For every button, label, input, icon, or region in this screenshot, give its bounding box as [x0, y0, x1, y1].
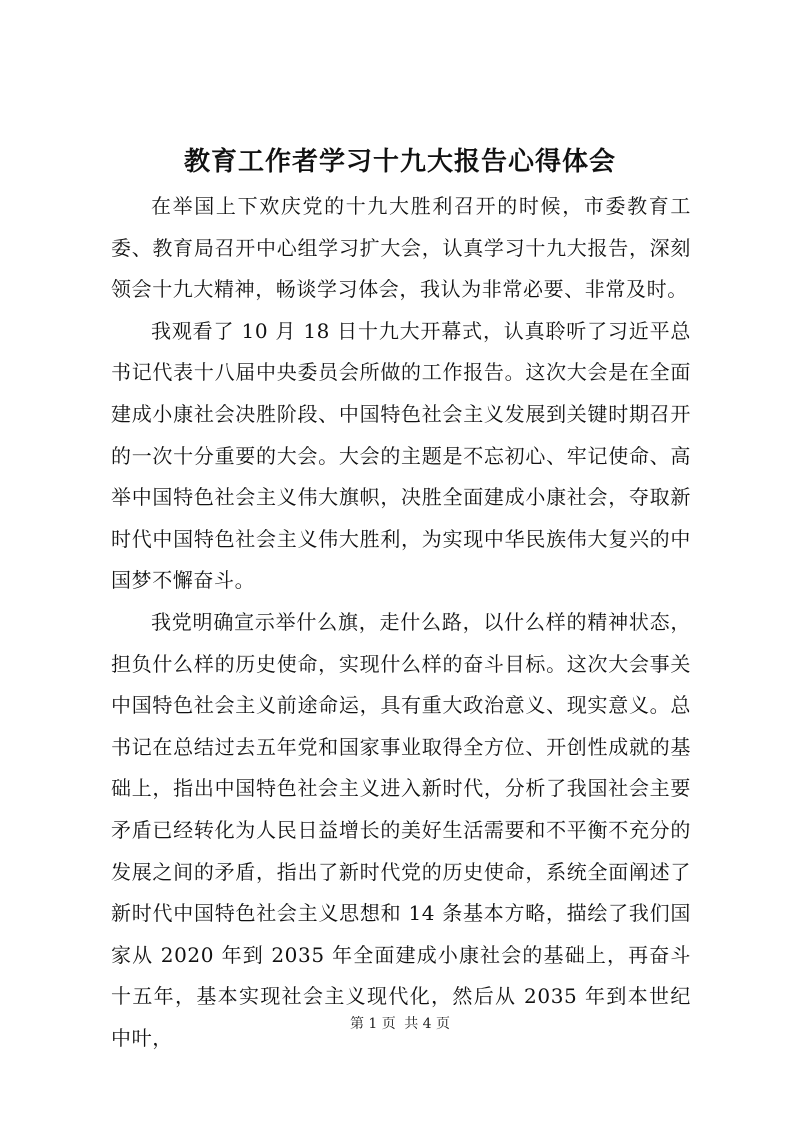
document-body [111, 186, 691, 1059]
paragraph-1: 在举国上下欢庆党的十九大胜利召开的时候，市委教育工委、教育局召开中心组学习扩大会，认真学习十九大报告，深刻领会十九大精神，畅谈学习体会，我认为非常必要、非常及时。 [111, 194, 691, 302]
page-total: 共 4 页 [404, 1016, 451, 1032]
paragraph-2: 我观看了 10 月 18 日十九大开幕式，认真聆听了习近平总书记代表十八届中央委员会所做的工作报告。这次大会是在全面建成小康社会决胜阶段、中国特色社会主义发展到关键时期召开的一次十分重要的大会。大会的主题是不忘初心、牢记使命、高举中国特色社会主义伟大旗帜，决胜全面建成小康社会，夺取新时代中国特色社会主义伟大胜利，为实现中华民族伟大复兴的中国梦不懈奋斗。 [111, 318, 691, 593]
page-footer [0, 1014, 800, 1034]
page-number: 第 1 页 [349, 1016, 396, 1032]
paragraph-3: 我党明确宣示举什么旗，走什么路，以什么样的精神状态，担负什么样的历史使命，实现什么样的奋斗目标。这次大会事关中国特色社会主义前途命运，具有重大政治意义、现实意义。总书记在总结过去五年党和国家事业取得全方位、开创性成就的基础上，指出中国特色社会主义进入新时代，分析了我国社会主要矛盾已经转化为人民日益增长的美好生活需要和不平衡不充分的发展之间的矛盾，指出了新时代党的历史使命，系统全面阐述了新时代中国特色社会主义思想和 14 条基本方略，描绘了我们国家从 2020 年到 2035 年全面建成小康社会的基础上，再奋斗十五年，基本实现社会主义现代化，然后从 2035 年到本世纪中叶， [111, 609, 691, 1050]
document-title: 教育工作者学习十九大报告心得体会 [183, 147, 616, 177]
